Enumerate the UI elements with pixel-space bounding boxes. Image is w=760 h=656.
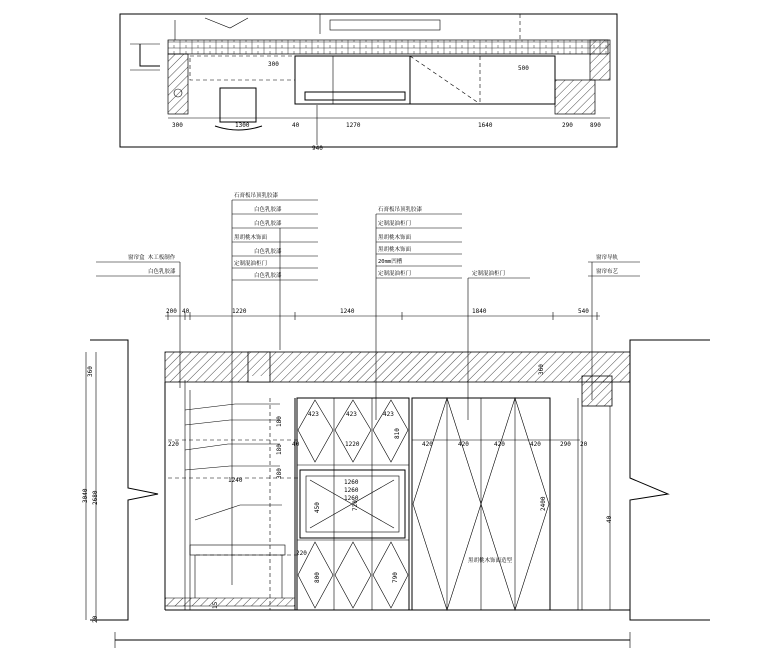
panel-dim-4: 290 xyxy=(560,441,571,448)
brick-wall xyxy=(168,40,608,54)
top-dim-2: 1220 xyxy=(232,308,247,315)
top-dim-4: 1840 xyxy=(472,308,487,315)
left-dim-0: 360 xyxy=(87,366,94,377)
inner-dim-13: 40 xyxy=(606,515,613,523)
panel-dim-3: 420 xyxy=(530,441,541,448)
plan-dim-0: 300 xyxy=(172,122,183,129)
callout-left-far-1: 白色乳胶漆 xyxy=(148,269,176,275)
callout-center-2: 黑胡桃木饰面 xyxy=(378,235,412,241)
plan-dim-3: 1270 xyxy=(346,122,361,129)
plan-chair xyxy=(220,88,256,122)
center-label-2: 1260 xyxy=(344,495,359,502)
plan-side-dim-1: 500 xyxy=(518,65,529,72)
plan-dim-4: 1640 xyxy=(478,122,493,129)
callout-center-4: 20mm凹槽 xyxy=(378,259,403,265)
panel-dim-1: 420 xyxy=(458,441,469,448)
panel-dim-2: 420 xyxy=(494,441,505,448)
inner-dim-8: 810 xyxy=(394,428,401,439)
inner-dim-2: 1240 xyxy=(228,477,243,484)
plan-vertical-dim: 940 xyxy=(312,145,323,152)
plan-column-right-top xyxy=(590,40,610,80)
callout-right-0: 定制混油柜门 xyxy=(472,271,506,277)
inner-dim-14: 15 xyxy=(212,601,219,609)
cab-dim-row1-0: 423 xyxy=(308,411,319,418)
left-dim-1: 2680 xyxy=(92,490,99,505)
plan-dim-1: 1300 xyxy=(235,122,250,129)
inner-dim-1: 180 xyxy=(276,416,283,427)
callout-left-0: 石膏板吊顶乳胶漆 xyxy=(234,193,279,199)
left-dim-3: 20 xyxy=(92,615,99,623)
elevation-view xyxy=(82,308,710,648)
cab-dim-row1-1: 423 xyxy=(346,411,357,418)
left-break-line xyxy=(90,340,158,620)
inner-dim-4: 180 xyxy=(276,444,283,455)
plan-dim-2: 40 xyxy=(292,122,300,129)
center-label-0: 1260 xyxy=(344,479,359,486)
cab-dim-row2-1: 1220 xyxy=(345,441,360,448)
panel-dim-0: 420 xyxy=(422,441,433,448)
plan-side-dim-0: 300 xyxy=(268,61,279,68)
plan-frame xyxy=(120,14,617,147)
callout-left-4: 白色乳胶漆 xyxy=(254,249,282,255)
inner-dim-5: 450 xyxy=(314,502,321,513)
callout-center-1: 定制混油柜门 xyxy=(378,221,412,227)
inner-dim-12: 360 xyxy=(538,364,545,375)
ceiling-hatch xyxy=(165,352,630,382)
plan-desk xyxy=(305,92,405,100)
panel-dim-5: 20 xyxy=(580,441,588,448)
callout-left-2: 白色乳胶漆 xyxy=(254,221,282,227)
plan-dim-6: 890 xyxy=(590,122,601,129)
plan-column-left xyxy=(168,54,188,114)
inner-dim-10: 800 xyxy=(314,572,321,583)
top-dim-3: 1240 xyxy=(340,308,355,315)
callout-left-6: 白色乳胶漆 xyxy=(254,273,282,279)
inner-dim-6: 220 xyxy=(296,550,307,557)
inner-dim-9: 790 xyxy=(392,572,399,583)
left-dim-2: 3040 xyxy=(82,488,89,503)
center-label-1: 1260 xyxy=(344,487,359,494)
cab-dim-row1-2: 423 xyxy=(383,411,394,418)
curtain-box xyxy=(582,376,612,406)
callout-left-3: 黑胡桃木饰面 xyxy=(234,235,268,241)
callout-center-5: 定制混油柜门 xyxy=(378,271,412,277)
top-dim-5: 540 xyxy=(578,308,589,315)
callouts-right xyxy=(468,253,640,420)
callouts-center-group xyxy=(376,205,462,420)
callouts-left-group xyxy=(232,191,318,585)
desk-top xyxy=(190,545,285,555)
right-break-line xyxy=(630,340,710,620)
bottom-note: 黑胡桃木饰面造型 xyxy=(468,558,513,564)
inner-dim-3: 380 xyxy=(276,468,283,479)
inner-dim-0: 220 xyxy=(168,441,179,448)
callout-center-3: 黑胡桃木饰面 xyxy=(378,247,412,253)
callout-left-1: 白色乳胶漆 xyxy=(254,207,282,213)
callout-right-far-0: 窗帘导轨 xyxy=(596,255,619,261)
plan-view xyxy=(120,14,617,152)
inner-dim-11: 2400 xyxy=(540,496,547,511)
cab-dim-row2-0: 40 xyxy=(292,441,300,448)
top-dim-1: 40 xyxy=(182,308,190,315)
plan-dim-5: 290 xyxy=(562,122,573,129)
plan-column-right xyxy=(555,80,595,114)
callout-right-far-1: 窗帘布艺 xyxy=(596,269,619,275)
top-dim-0: 200 xyxy=(166,308,177,315)
callout-left-far-0: 窗帘盒 木工板制作 xyxy=(128,255,176,261)
plan-cabinet xyxy=(295,56,555,104)
callout-center-0: 石膏板吊顶乳胶漆 xyxy=(378,207,423,213)
inner-dim-7: 720 xyxy=(352,500,359,511)
callout-left-5: 定制混油柜门 xyxy=(234,261,268,267)
